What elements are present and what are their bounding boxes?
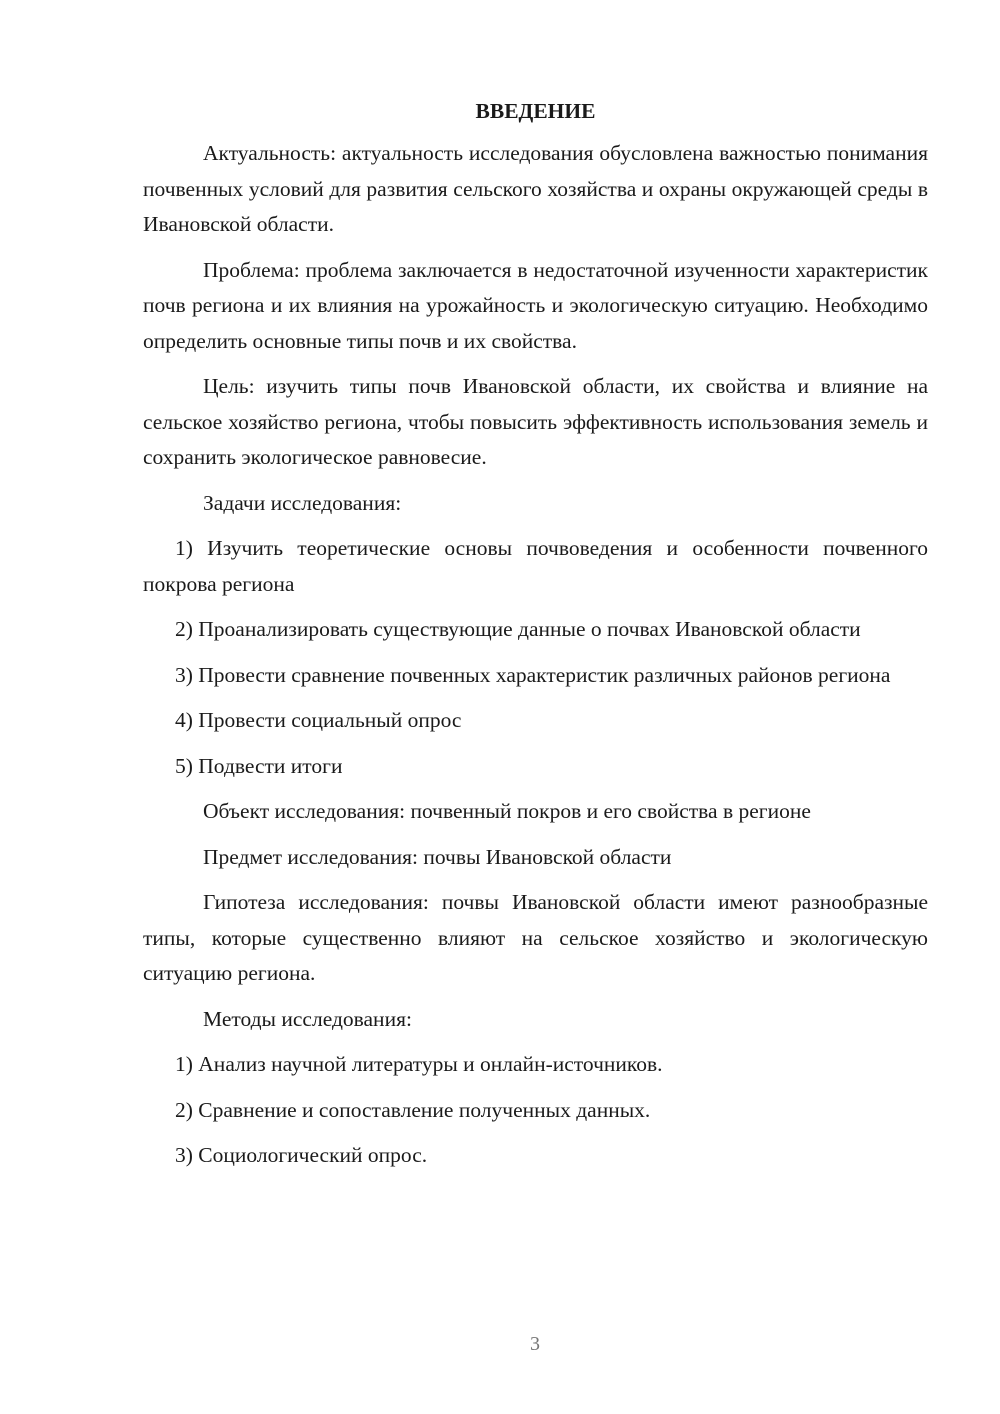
tasks-heading: Задачи исследования:	[203, 490, 402, 515]
task-item-3: 3) Провести сравнение почвенных характеристик различных районов региона	[175, 662, 891, 687]
method-item-1: 1) Анализ научной литературы и онлайн-источников.	[175, 1052, 663, 1076]
goal-paragraph: Цель: изучить типы почв Ивановской области, их свойства и влияние на сельское хозяйство региона, чтобы повысить эффективность использования земель и сохранить экологическое равновесие.	[143, 374, 928, 469]
section-title: ВВЕДЕНИЕ	[475, 99, 596, 123]
task-item-1: 1) Изучить теоретические основы почвоведения и особенности почвенного покрова региона	[143, 536, 928, 596]
method-item-3: 3) Социологический опрос.	[175, 1143, 428, 1167]
relevance-paragraph: Актуальность: актуальность исследования обусловлена важностью понимания почвенных условий для развития сельского хозяйства и охраны окружающей среды в Ивановской области.	[143, 141, 928, 236]
methods-heading: Методы исследования:	[203, 1006, 412, 1031]
task-item-5: 5) Подвести итоги	[175, 753, 343, 778]
page-number: 3	[530, 1333, 540, 1355]
problem-paragraph: Проблема: проблема заключается в недостаточной изученности характеристик почв региона и их влияния на урожайность и экологическую ситуацию. Необходимо определить основные типы почв и их свойства.	[143, 257, 928, 353]
hypothesis-paragraph: Гипотеза исследования: почвы Ивановской области имеют разнообразные типы, которые существенно влияют на сельское хозяйство и экологическую ситуацию региона.	[143, 890, 928, 985]
object-paragraph: Объект исследования: почвенный покров и его свойства в регионе	[203, 799, 811, 823]
method-item-2: 2) Сравнение и сопоставление полученных данных.	[175, 1097, 651, 1122]
document-body	[143, 94, 928, 1184]
subject-paragraph: Предмет исследования: почвы Ивановской области	[203, 844, 672, 869]
task-item-2: 2) Проанализировать существующие данные о почвах Ивановской области	[175, 617, 861, 641]
task-item-4: 4) Провести социальный опрос	[175, 708, 462, 732]
